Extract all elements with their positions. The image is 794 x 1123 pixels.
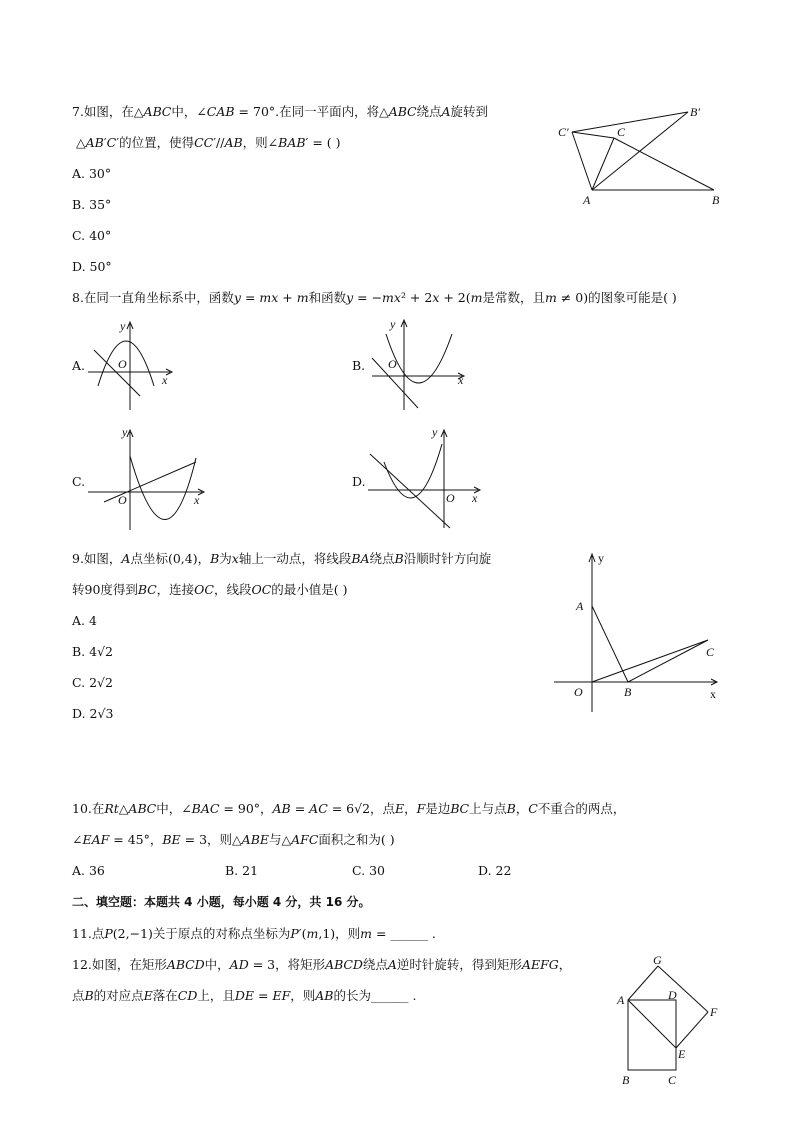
q10-option-d: D. 22	[478, 863, 512, 878]
q8b-x-label: x	[458, 373, 464, 387]
q12-label-c: C	[668, 1073, 677, 1087]
q7-option-b: B. 35°	[72, 197, 112, 212]
q8-option-b-label: B.	[352, 358, 366, 373]
q8c-origin: O	[118, 493, 127, 507]
q8-graph-d	[366, 422, 490, 532]
q9-stem-line2: 转90度得到𝐵𝐶，连接𝑂𝐶，线段𝑂𝐶的最小值是( )	[72, 582, 348, 597]
q7-label-a: A	[583, 193, 591, 207]
q12-label-a: A	[617, 993, 625, 1007]
q9-x-label: x	[710, 687, 716, 701]
q8a-y-label: y	[120, 319, 126, 333]
q9-option-d: D. 2√3	[72, 706, 114, 721]
q8c-x-label: x	[194, 493, 200, 507]
q7-option-d: D. 50°	[72, 259, 112, 274]
q9-label-o: O	[574, 685, 583, 699]
q8b-y-label: y	[390, 317, 396, 331]
section-2-heading: 二、填空题：本题共 4 小题，每小题 4 分，共 16 分。	[72, 895, 371, 909]
q10-option-a: A. 36	[72, 863, 105, 878]
q9-option-b: B. 4√2	[72, 644, 114, 659]
q8d-y-label: y	[432, 425, 438, 439]
q10-option-b: B. 21	[225, 863, 259, 878]
q9-label-c: C	[706, 645, 715, 659]
q8-option-d-label: D.	[352, 474, 366, 489]
q7-label-b: B	[712, 193, 720, 207]
q8-graph-a	[84, 314, 180, 414]
q12-label-f: F	[710, 1005, 718, 1019]
q12-label-d: D	[668, 988, 677, 1002]
q7-label-b-prime: B′	[690, 105, 700, 119]
q8b-origin: O	[388, 357, 397, 371]
q9-label-a: A	[576, 599, 584, 613]
q9-y-label: y	[598, 551, 604, 565]
q7-label-c: C	[617, 125, 626, 139]
q10-option-c: C. 30	[352, 863, 385, 878]
q10-stem-line1: 10.在𝑅𝑡△𝐴𝐵𝐶中，∠𝐵𝐴𝐶 = 90°，𝐴𝐵 = 𝐴𝐶 = 6√2，点𝐸，𝐹是边𝐵𝐶上与点𝐵，𝐶不重合的两点，	[72, 801, 626, 816]
q7-option-a: A. 30°	[72, 166, 112, 181]
q8c-y-label: y	[122, 425, 128, 439]
q9-option-c: C. 2√2	[72, 675, 113, 690]
q8d-x-label: x	[472, 491, 478, 505]
q8-option-a-label: A.	[72, 358, 86, 373]
q8-stem: 8.在同一直角坐标系中，函数𝑦 = 𝑚𝑥 + 𝑚和函数𝑦 = −𝑚𝑥² + 2𝑥 + 2(𝑚是常数，且𝑚 ≠ 0)的图象可能是( )	[72, 290, 677, 305]
q8a-x-label: x	[162, 373, 168, 387]
q8a-origin: O	[118, 357, 127, 371]
q7-stem-line1: 7.如图，在△𝐴𝐵𝐶中，∠𝐶𝐴𝐵 = 70°.在同一平面内，将△𝐴𝐵𝐶绕点𝐴旋转到	[72, 104, 489, 119]
q8-option-c-label: C.	[72, 474, 86, 489]
q9-label-b: B	[624, 685, 632, 699]
q9-option-a: A. 4	[72, 613, 97, 628]
q7-option-c: C. 40°	[72, 228, 112, 243]
q9-figure	[548, 544, 728, 716]
q12-stem-line1: 12.如图，在矩形𝐴𝐵𝐶𝐷中，𝐴𝐷 = 3，将矩形𝐴𝐵𝐶𝐷绕点𝐴逆时针旋转，得到矩形𝐴𝐸𝐹𝐺，	[72, 957, 572, 972]
q7-figure	[552, 100, 732, 212]
q12-label-b: B	[622, 1073, 630, 1087]
q12-stem-line2: 点𝐵的对应点𝐸落在𝐶𝐷上，且𝐷𝐸 = 𝐸𝐹，则𝐴𝐵的长为______ .	[72, 988, 417, 1003]
q8-graph-b	[366, 312, 470, 412]
q8-graph-c	[86, 422, 210, 532]
q12-figure	[610, 952, 730, 1092]
q7-label-c-prime: C′	[558, 125, 569, 139]
q11-stem: 11.点𝑃(2,−1)关于原点的对称点坐标为𝑃′(𝑚,1)，则𝑚 = ______ .	[72, 926, 436, 941]
q12-label-g: G	[653, 953, 662, 967]
q10-stem-line2: ∠𝐸𝐴𝐹 = 45°，𝐵𝐸 = 3，则△𝐴𝐵𝐸与△𝐴𝐹𝐶面积之和为( )	[72, 832, 395, 847]
q7-stem-line2: △𝐴𝐵′𝐶′的位置，使得𝐶𝐶′//𝐴𝐵，则∠𝐵𝐴𝐵′ = ( )	[76, 135, 341, 150]
q12-label-e: E	[678, 1047, 686, 1061]
q9-stem-line1: 9.如图，𝐴点坐标(0,4)，𝐵为𝑥轴上一动点，将线段𝐵𝐴绕点𝐵沿顺时针方向旋	[72, 551, 492, 566]
q8d-origin: O	[446, 491, 455, 505]
